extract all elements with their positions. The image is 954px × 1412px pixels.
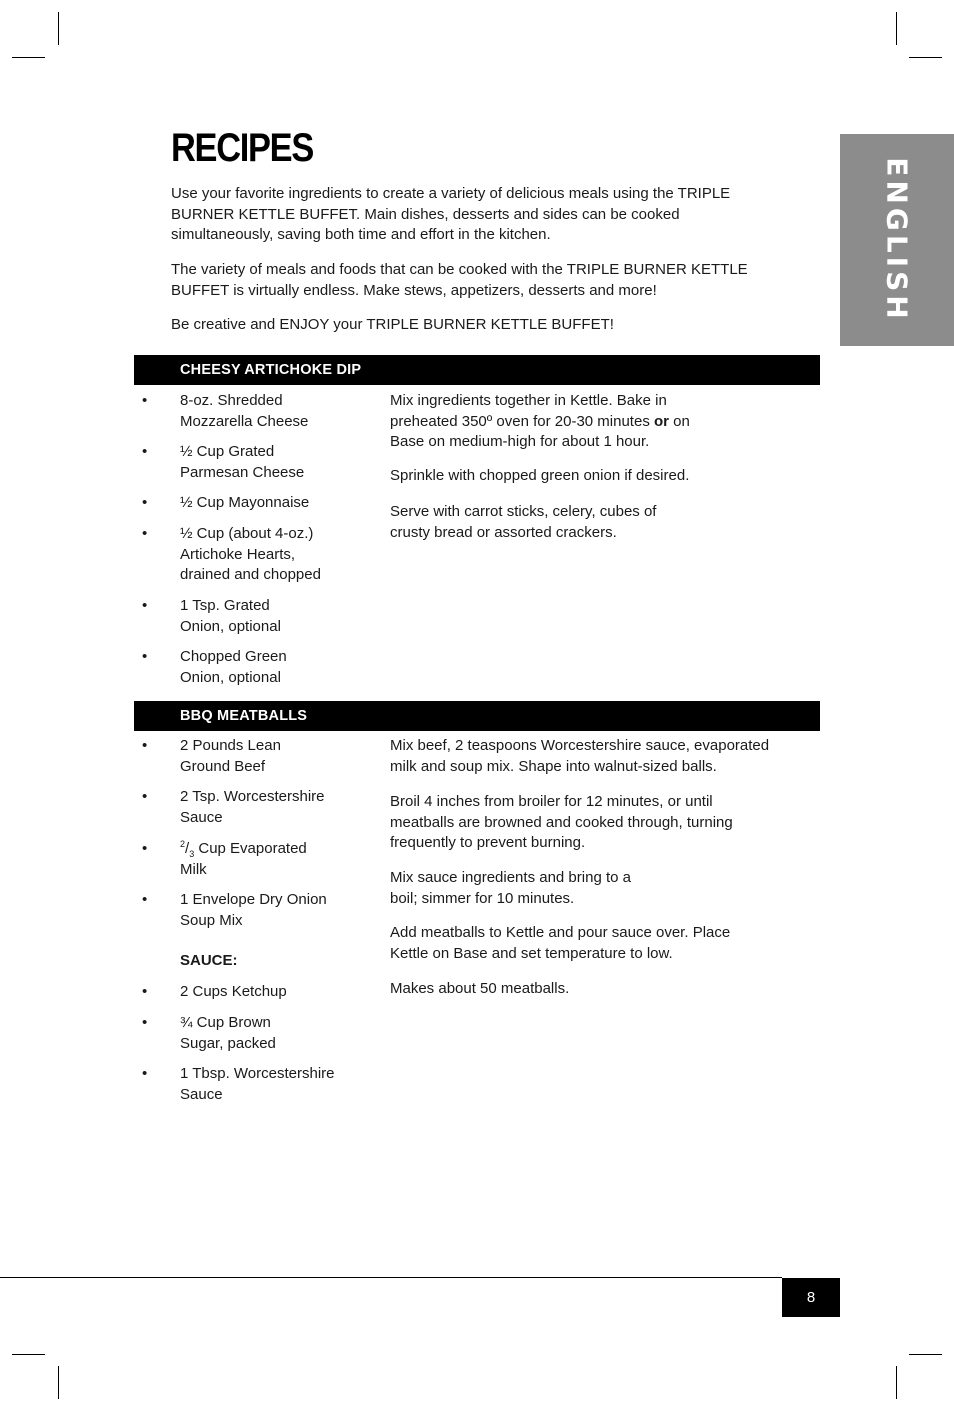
page-number: 8 bbox=[782, 1278, 840, 1317]
crop-mark bbox=[12, 57, 45, 58]
ingredient-text: Cup Evaporated Milk bbox=[180, 840, 307, 878]
step-text: on Base on medium-high for about 1 hour. bbox=[390, 412, 690, 450]
ingredient-text: 8-oz. Shredded Mozzarella Cheese bbox=[180, 392, 309, 430]
crop-mark bbox=[896, 1366, 897, 1399]
ingredient-item bbox=[142, 787, 340, 828]
bullet: • bbox=[142, 392, 148, 409]
ingredient-item bbox=[142, 1064, 340, 1105]
bullet: • bbox=[142, 648, 148, 665]
intro-paragraph: The variety of meals and foods that can be cooked with the TRIPLE BURNER KETTLE BUFFET is virtually endless. Make stews, appetizers, desserts and more! bbox=[171, 261, 748, 299]
bullet: • bbox=[142, 443, 148, 460]
ingredient-text: ½ Cup Grated Parmesan Cheese bbox=[180, 443, 305, 481]
ingredient-item bbox=[142, 596, 310, 637]
ingredient-text: ½ Cup Mayonnaise bbox=[180, 494, 310, 511]
intro-paragraph: Be creative and ENJOY your TRIPLE BURNER KETTLE BUFFET! bbox=[171, 316, 614, 333]
bullet: • bbox=[142, 840, 148, 857]
recipe-header-bar bbox=[134, 701, 820, 731]
step-text: Mix ingredients together in Kettle. Bake in preheated 350º oven for 20-30 minutes bbox=[390, 392, 667, 430]
recipe-header-bar bbox=[134, 355, 820, 385]
ingredient-item bbox=[142, 890, 345, 931]
ingredient-item bbox=[142, 442, 330, 483]
ingredient-text: 2 Cups Ketchup bbox=[180, 983, 287, 1000]
intro-paragraph: Use your favorite ingredients to create a variety of delicious meals using the TRIPLE BURNER KETTLE BUFFET. Main dishes, desserts and sides can be cooked simultaneously, saving both time and effort in the kitchen. bbox=[171, 185, 731, 243]
ingredient-text: 2 Pounds Lean Ground Beef bbox=[180, 737, 281, 775]
language-tab bbox=[840, 134, 954, 346]
instruction-step: Broil 4 inches from broiler for 12 minutes, or until meatballs are browned and cooked through, turning frequently to prevent burning. bbox=[390, 793, 733, 851]
crop-mark bbox=[909, 1354, 942, 1355]
bullet: • bbox=[142, 494, 148, 511]
fraction-numerator: 2 bbox=[180, 839, 186, 849]
ingredient-item bbox=[142, 391, 350, 432]
ingredient-text: 1 Tbsp. Worcestershire Sauce bbox=[180, 1065, 335, 1103]
ingredient-text: Chopped Green Onion, optional bbox=[180, 648, 287, 686]
instruction-step: Serve with carrot sticks, celery, cubes of crusty bread or assorted crackers. bbox=[390, 503, 657, 541]
ingredient-item bbox=[142, 647, 310, 688]
instruction-step: Mix beef, 2 teaspoons Worcestershire sauce, evaporated milk and soup mix. Shape into walnut-sized balls. bbox=[390, 737, 770, 775]
instruction-step: Add meatballs to Kettle and pour sauce over. Place Kettle on Base and set temperature to low. bbox=[390, 924, 731, 962]
sauce-heading: SAUCE: bbox=[180, 952, 238, 969]
ingredient-item bbox=[142, 493, 370, 514]
bullet: • bbox=[142, 983, 148, 1000]
ingredient-text: 1 Envelope Dry Onion Soup Mix bbox=[180, 891, 327, 929]
fraction-denominator: 3 bbox=[189, 849, 195, 859]
crop-mark bbox=[12, 1354, 45, 1355]
bullet: • bbox=[142, 597, 148, 614]
instruction-step bbox=[390, 391, 720, 453]
ingredient-item: • $^2/_3$ Cup Evaporated Milk bbox=[142, 839, 307, 878]
recipe-title: CHEESY ARTICHOKE DIP bbox=[180, 362, 362, 378]
ingredient-text: ¾ Cup Brown Sugar, packed bbox=[180, 1014, 276, 1052]
instruction-step: Sprinkle with chopped green onion if desired. bbox=[390, 467, 690, 484]
language-tab-label: ENGLISH bbox=[880, 157, 914, 323]
ingredient-item bbox=[142, 1013, 300, 1054]
bullet: • bbox=[142, 891, 148, 908]
bullet: • bbox=[142, 525, 148, 542]
instruction-step: Mix sauce ingredients and bring to a boil; simmer for 10 minutes. bbox=[390, 869, 631, 907]
bullet: • bbox=[142, 737, 148, 754]
ingredient-text: 1 Tsp. Grated Onion, optional bbox=[180, 597, 281, 635]
instruction-step: Makes about 50 meatballs. bbox=[390, 980, 570, 997]
bullet: • bbox=[142, 1065, 148, 1082]
recipe-title: BBQ MEATBALLS bbox=[180, 708, 308, 724]
ingredient-item bbox=[142, 982, 370, 1003]
ingredient-item bbox=[142, 736, 310, 777]
crop-mark bbox=[58, 12, 59, 45]
crop-mark bbox=[58, 1366, 59, 1399]
ingredient-text: 2 Tsp. Worcestershire Sauce bbox=[180, 788, 325, 826]
ingredient-text: ½ Cup (about 4-oz.) Artichoke Hearts, drained and chopped bbox=[180, 525, 321, 583]
bullet: • bbox=[142, 788, 148, 805]
footer-rule bbox=[0, 1277, 782, 1278]
crop-mark bbox=[896, 12, 897, 45]
ingredient-item bbox=[142, 524, 345, 586]
crop-mark bbox=[909, 57, 942, 58]
page-title: RECIPES bbox=[171, 126, 313, 170]
bullet: • bbox=[142, 1014, 148, 1031]
step-emphasis: or bbox=[654, 412, 669, 430]
